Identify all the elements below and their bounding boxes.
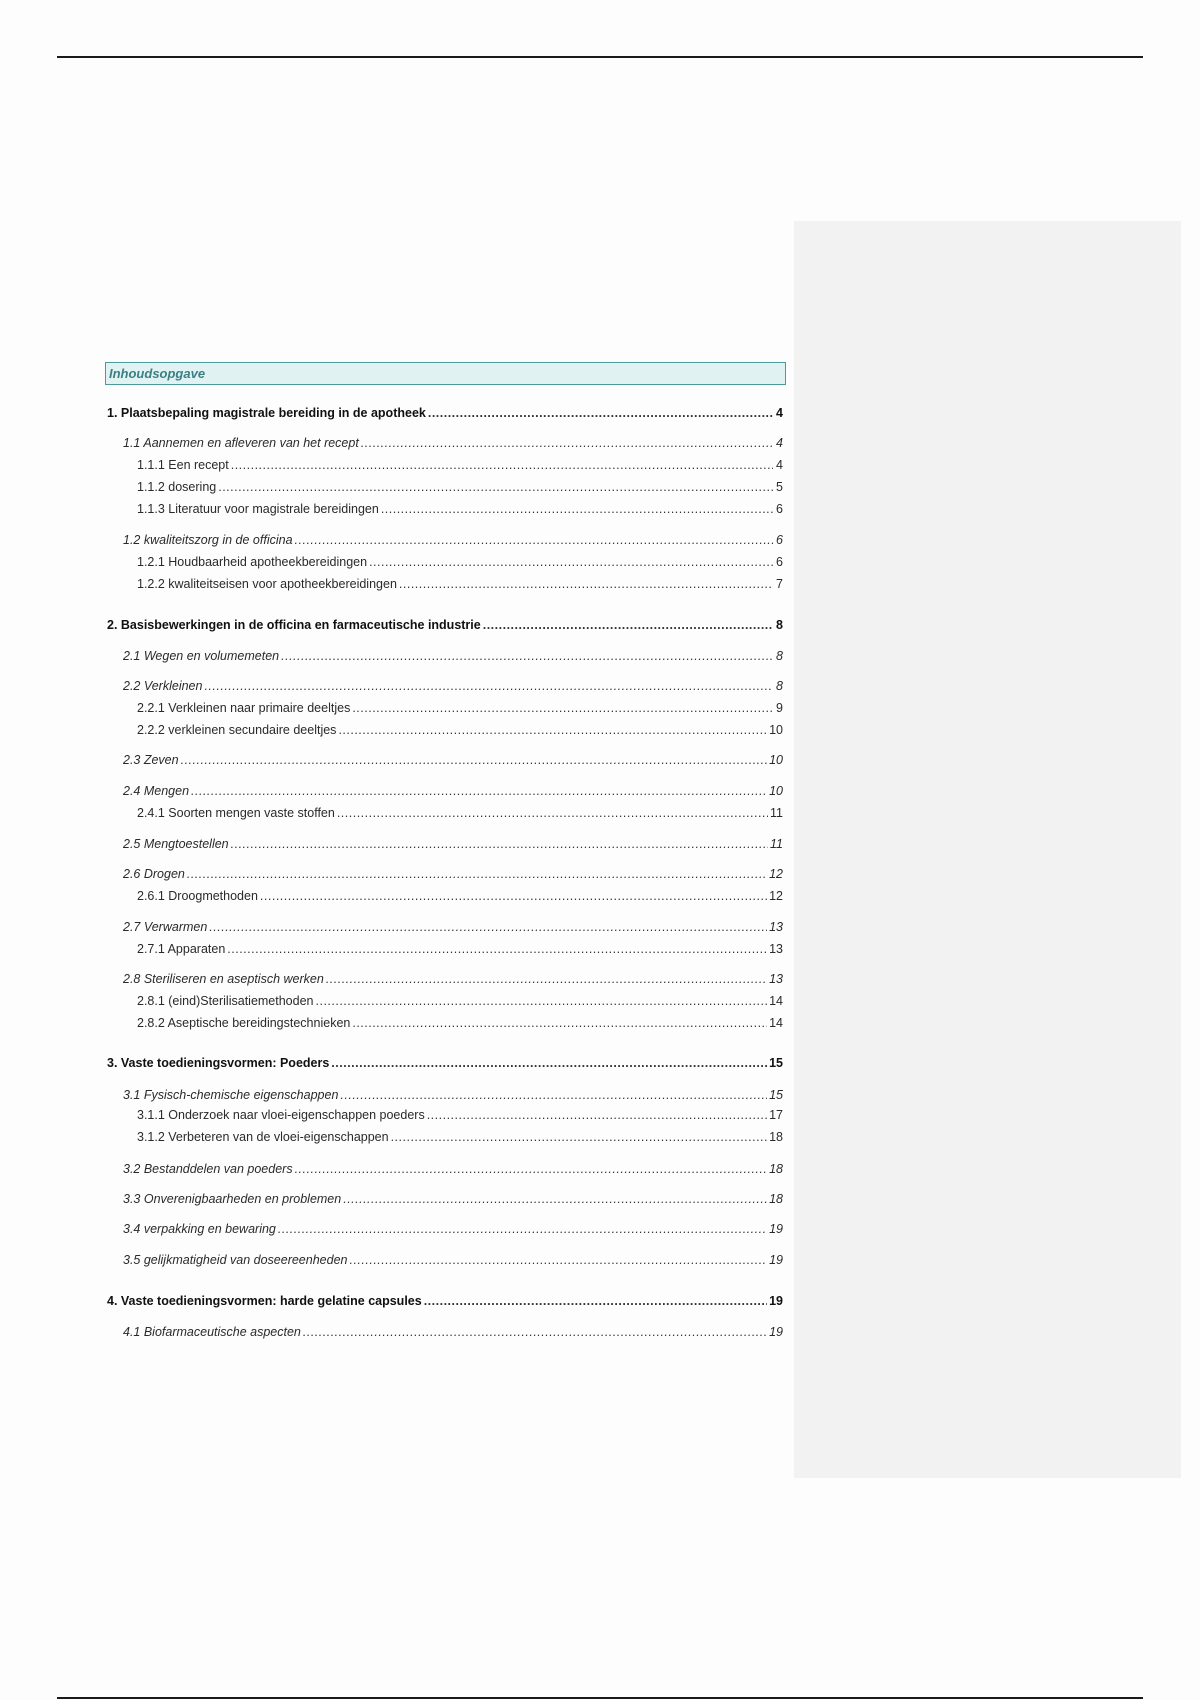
toc-entry[interactable] — [107, 941, 783, 957]
toc-leader-dots — [303, 1324, 767, 1340]
toc-page-number: 19 — [769, 1222, 783, 1236]
toc-entry-label: 2.4.1 Soorten mengen vaste stoffen — [137, 806, 335, 820]
toc-entry[interactable] — [107, 405, 783, 421]
toc-page-number: 13 — [769, 942, 783, 956]
toc-leader-dots — [204, 678, 773, 694]
toc-page-number: 6 — [776, 555, 783, 569]
toc-page-number: 8 — [776, 679, 783, 693]
toc-entry-label: 3.3 Onverenigbaarheden en problemen — [123, 1192, 342, 1206]
toc-entry[interactable] — [107, 576, 783, 592]
toc-page-number: 5 — [776, 480, 783, 494]
toc-entry-label: 2.6.1 Droogmethoden — [137, 889, 258, 903]
toc-page-number: 18 — [769, 1130, 783, 1144]
toc-entry[interactable] — [107, 805, 783, 821]
toc-entry-label: 1. Plaatsbepaling magistrale bereiding in de apotheek — [107, 406, 426, 420]
toc-entry-label: 3. Vaste toedieningsvormen: Poeders — [107, 1056, 330, 1070]
toc-entry-label: 2.2.1 Verkleinen naar primaire deeltjes — [137, 701, 351, 715]
toc-entry[interactable] — [107, 971, 783, 987]
toc-entry-label: 2.5 Mengtoestellen — [123, 837, 229, 851]
toc-leader-dots — [352, 1015, 767, 1031]
toc-page-number: 19 — [769, 1253, 783, 1267]
toc-entry[interactable] — [107, 1293, 783, 1309]
toc-page-number: 19 — [769, 1325, 783, 1339]
toc-leader-dots — [326, 971, 767, 987]
toc-entry[interactable] — [107, 1087, 783, 1103]
toc-entry[interactable] — [107, 435, 783, 451]
toc-entry-label: 2.2.2 verkleinen secundaire deeltjes — [137, 723, 337, 737]
toc-leader-dots — [424, 1293, 767, 1309]
toc-leader-dots — [338, 722, 767, 738]
toc-entry-label: 1.1.3 Literatuur voor magistrale bereidingen — [137, 502, 379, 516]
toc-entry[interactable] — [107, 866, 783, 882]
toc-heading[interactable]: Inhoudsopgave — [105, 362, 786, 385]
toc-leader-dots — [295, 1161, 768, 1177]
toc-leader-dots — [391, 1129, 768, 1145]
toc-leader-dots — [187, 866, 767, 882]
toc-entry[interactable] — [107, 1252, 783, 1268]
toc-entry-label: 3.1.2 Verbeteren van de vloei-eigenschappen — [137, 1130, 389, 1144]
toc-leader-dots — [361, 435, 773, 451]
toc-leader-dots — [231, 457, 773, 473]
toc-leader-dots — [191, 783, 767, 799]
toc-leader-dots — [278, 1221, 767, 1237]
toc-leader-dots — [369, 554, 773, 570]
toc-page-number: 11 — [770, 806, 783, 820]
toc-entry[interactable] — [107, 501, 783, 517]
toc-entry[interactable] — [107, 1107, 783, 1123]
toc-entry[interactable] — [107, 700, 783, 716]
toc-entry[interactable] — [107, 457, 783, 473]
toc-entry-label: 3.5 gelijkmatigheid van doseereenheden — [123, 1253, 348, 1267]
toc-entry[interactable] — [107, 836, 783, 852]
toc-entry-label: 2.7.1 Apparaten — [137, 942, 226, 956]
toc-entry[interactable] — [107, 532, 783, 548]
toc-entry-label: 3.1.1 Onderzoek naar vloei-eigenschappen poeders — [137, 1108, 425, 1122]
toc-page-number: 18 — [769, 1192, 783, 1206]
toc-leader-dots — [340, 1087, 767, 1103]
toc-entry[interactable] — [107, 1161, 783, 1177]
toc-entry-label: 1.2.1 Houdbaarheid apotheekbereidingen — [137, 555, 368, 569]
toc-page-number: 15 — [769, 1088, 783, 1102]
toc-page-number: 14 — [769, 1016, 783, 1030]
toc-page-number: 8 — [776, 618, 783, 632]
toc-leader-dots — [231, 836, 768, 852]
toc-entry[interactable] — [107, 1221, 783, 1237]
toc-entry-label: 4. Vaste toedieningsvormen: harde gelatine capsules — [107, 1294, 422, 1308]
toc-entry[interactable] — [107, 1324, 783, 1340]
toc-entry[interactable] — [107, 919, 783, 935]
toc-leader-dots — [331, 1055, 767, 1071]
toc-entry-label: 3.4 verpakking en bewaring — [123, 1222, 276, 1236]
toc-leader-dots — [281, 648, 773, 664]
toc-entry[interactable] — [107, 993, 783, 1009]
toc-entry-label: 2.8.2 Aseptische bereidingstechnieken — [137, 1016, 351, 1030]
toc-page-number: 12 — [769, 867, 783, 881]
toc-leader-dots — [295, 532, 773, 548]
toc-page-number: 4 — [776, 406, 783, 420]
toc-page-number: 9 — [776, 701, 783, 715]
toc-leader-dots — [316, 993, 768, 1009]
toc-entry-label: 1.2 kwaliteitszorg in de officina — [123, 533, 293, 547]
toc-entry[interactable] — [107, 648, 783, 664]
toc-entry-label: 2.1 Wegen en volumemeten — [123, 649, 280, 663]
toc-entry[interactable] — [107, 1015, 783, 1031]
toc-entry[interactable] — [107, 1055, 783, 1071]
toc-page-number: 17 — [769, 1108, 783, 1122]
toc-page-number: 10 — [769, 723, 783, 737]
toc-entry-label: 2.2 Verkleinen — [123, 679, 203, 693]
toc-entry[interactable] — [107, 1191, 783, 1207]
toc-entry-label: 2.8 Steriliseren en aseptisch werken — [123, 972, 324, 986]
toc-page-number: 10 — [769, 784, 783, 798]
toc-leader-dots — [227, 941, 767, 957]
toc-page-number: 10 — [769, 753, 783, 767]
toc-entry-label: 2. Basisbewerkingen in de officina en farmaceutische industrie — [107, 618, 481, 632]
toc-leader-dots — [260, 888, 767, 904]
toc-leader-dots — [337, 805, 768, 821]
toc-entry-label: 2.8.1 (eind)Sterilisatiemethoden — [137, 994, 314, 1008]
toc-page-number: 19 — [769, 1294, 783, 1308]
toc-leader-dots — [352, 700, 773, 716]
toc-entry-label: 2.3 Zeven — [123, 753, 179, 767]
comment-pane — [794, 221, 1181, 1478]
toc-page-number: 7 — [776, 577, 783, 591]
toc-entry[interactable] — [107, 479, 783, 495]
toc-leader-dots — [399, 576, 773, 592]
toc-entry-label: 4.1 Biofarmaceutische aspecten — [123, 1325, 301, 1339]
toc-page-number: 6 — [776, 533, 783, 547]
toc-page-number: 18 — [769, 1162, 783, 1176]
toc-entry-label: 1.2.2 kwaliteitseisen voor apotheekbereidingen — [137, 577, 397, 591]
toc-entry-label: 2.4 Mengen — [123, 784, 190, 798]
toc-page-number: 15 — [769, 1056, 783, 1070]
toc-entry-label: 2.7 Verwarmen — [123, 920, 208, 934]
toc-leader-dots — [428, 405, 773, 421]
toc-page-number: 6 — [776, 502, 783, 516]
toc-page-number: 11 — [770, 837, 783, 851]
toc-entry-label: 1.1 Aannemen en afleveren van het recept — [123, 436, 359, 450]
toc-entry[interactable] — [107, 554, 783, 570]
toc-page-number: 8 — [776, 649, 783, 663]
toc-page-number: 4 — [776, 458, 783, 472]
toc-page-number: 12 — [769, 889, 783, 903]
toc-page-number: 4 — [776, 436, 783, 450]
toc-leader-dots — [427, 1107, 767, 1123]
toc-leader-dots — [349, 1252, 767, 1268]
toc-entry[interactable] — [107, 783, 783, 799]
toc-leader-dots — [381, 501, 773, 517]
toc-page-number: 13 — [769, 920, 783, 934]
toc-entry-label: 3.1 Fysisch-chemische eigenschappen — [123, 1088, 339, 1102]
toc-entry[interactable] — [107, 617, 783, 633]
toc-page-number: 14 — [769, 994, 783, 1008]
toc-entry-label: 1.1.2 dosering — [137, 480, 217, 494]
toc-leader-dots — [209, 919, 767, 935]
footer-rule — [57, 1697, 1143, 1699]
toc-entry-label: 3.2 Bestanddelen van poeders — [123, 1162, 293, 1176]
toc-leader-dots — [343, 1191, 767, 1207]
toc-page-number: 13 — [769, 972, 783, 986]
toc-leader-dots — [181, 752, 768, 768]
toc-entry[interactable] — [107, 752, 783, 768]
header-rule — [57, 56, 1143, 58]
toc-entry[interactable] — [107, 888, 783, 904]
toc-entry[interactable] — [107, 722, 783, 738]
toc-leader-dots — [218, 479, 773, 495]
toc-entry-label: 1.1.1 Een recept — [137, 458, 229, 472]
toc-entry-label: 2.6 Drogen — [123, 867, 185, 881]
toc-entry[interactable] — [107, 1129, 783, 1145]
toc-entry[interactable] — [107, 678, 783, 694]
toc-leader-dots — [483, 617, 773, 633]
